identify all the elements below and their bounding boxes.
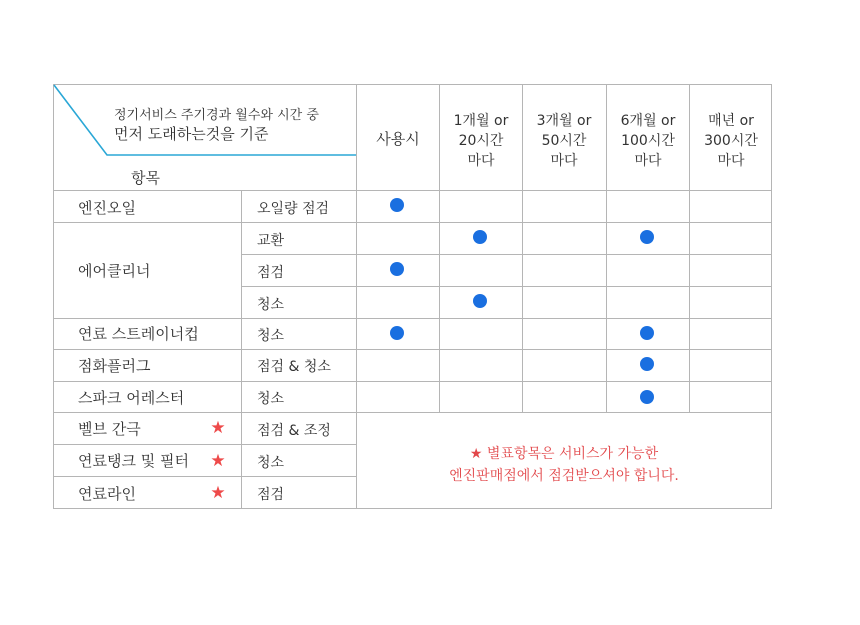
- star-note-line1: ★ 별표항목은 서비스가 가능한: [469, 446, 659, 462]
- column-header-on-use: 사용시: [376, 130, 420, 148]
- column-header-6month-line1: 6개월 or: [620, 113, 676, 129]
- item-fuel-strainer-cup: 연료 스트레이너컵: [78, 325, 199, 343]
- item-fuel-tank-filter: 연료탱크 및 필터: [78, 452, 189, 470]
- item-spark-arrester: 스파크 어레스터: [78, 389, 185, 407]
- column-header-1month-line2: 20시간: [458, 133, 504, 149]
- star-note-line2: 엔진판매점에서 점검받으셔야 합니다.: [449, 468, 679, 484]
- action-check-and-adjust: 점검 & 조정: [257, 423, 331, 439]
- action-clean: 청소: [257, 391, 285, 407]
- header-caption-line1: 정기서비스 주기경과 월수와 시간 중: [114, 108, 319, 123]
- schedule-dot: [390, 326, 404, 340]
- column-header-3month-line3: 마다: [550, 153, 578, 169]
- column-header-6month-line2: 100시간: [621, 133, 675, 149]
- schedule-dot: [473, 294, 487, 308]
- action-check-and-clean: 점검 & 청소: [257, 359, 331, 375]
- star-icon: ★: [210, 418, 226, 438]
- star-icon: ★: [210, 451, 226, 471]
- star-note: [449, 443, 679, 487]
- action-clean: 청소: [257, 455, 285, 471]
- header-caption-line2: 먼저 도래하는것을 기준: [114, 125, 269, 143]
- schedule-dot: [390, 262, 404, 276]
- schedule-dot: [640, 390, 654, 404]
- star-icon: ★: [210, 483, 226, 503]
- schedule-dot: [640, 230, 654, 244]
- schedule-dot: [473, 230, 487, 244]
- schedule-dot: [390, 198, 404, 212]
- column-header-1month-line1: 1개월 or: [453, 113, 509, 129]
- action-replace: 교환: [257, 233, 285, 249]
- header-item-label: 항목: [131, 169, 160, 187]
- column-header-yearly-line1: 매년 or: [708, 113, 754, 129]
- column-header-3month-line1: 3개월 or: [536, 113, 592, 129]
- action-clean: 청소: [257, 297, 285, 313]
- item-spark-plug: 점화플러그: [78, 357, 151, 375]
- column-header-6month-line3: 마다: [634, 153, 662, 169]
- column-header-yearly-line2: 300시간: [704, 133, 758, 149]
- column-header-yearly-line3: 마다: [717, 153, 745, 169]
- column-header-1month-line3: 마다: [467, 153, 495, 169]
- action-clean: 청소: [257, 328, 285, 344]
- item-fuel-line: 연료라인: [78, 485, 136, 503]
- action-oil-level-check: 오일량 점검: [257, 201, 330, 217]
- action-check: 점검: [257, 487, 285, 503]
- item-engine-oil: 엔진오일: [78, 199, 136, 217]
- action-check: 점검: [257, 265, 285, 281]
- column-header-3month-line2: 50시간: [541, 133, 587, 149]
- schedule-dot: [640, 357, 654, 371]
- item-air-cleaner: 에어클리너: [78, 262, 151, 280]
- schedule-dot: [640, 326, 654, 340]
- item-valve-clearance: 벨브 간극: [78, 420, 141, 438]
